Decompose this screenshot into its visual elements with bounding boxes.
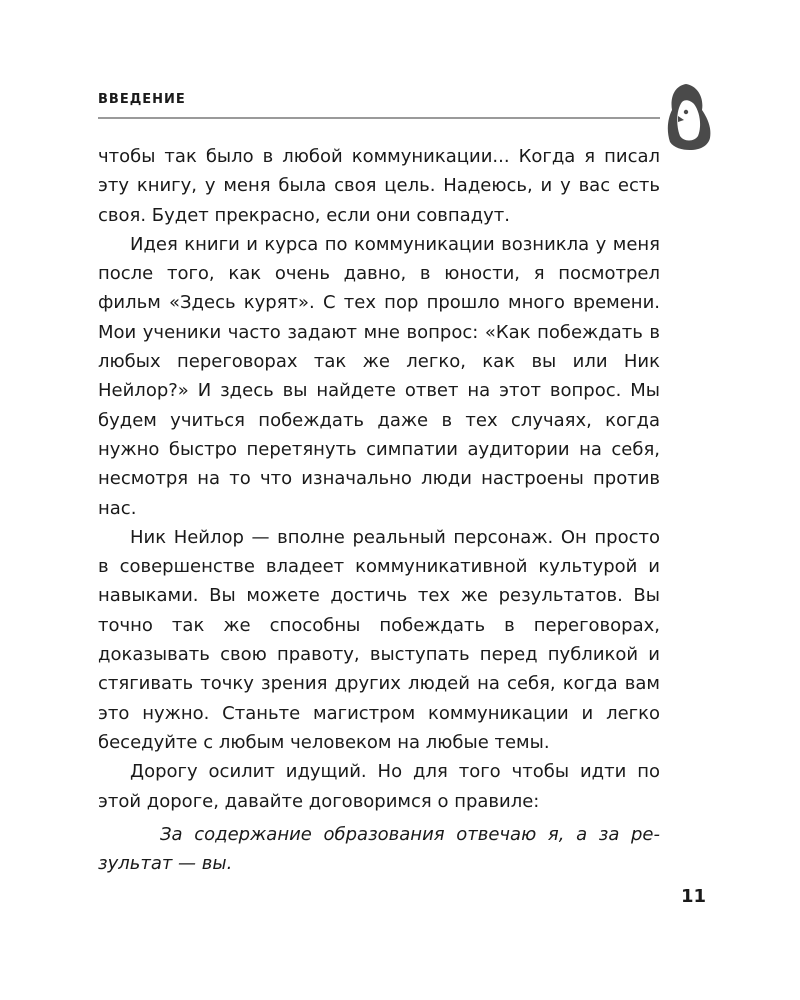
running-head: ВВЕДЕНИЕ — [98, 92, 186, 107]
header-rule — [98, 117, 660, 119]
penguin-silhouette-icon — [664, 82, 712, 152]
paragraph: чтобы так было в любой коммуникации... Когда я писал эту книгу, у меня была своя цель. Надеюсь, и у вас есть своя. Будет прекрасно, если они совпадут. — [98, 146, 660, 226]
page-number: 11 — [680, 886, 706, 907]
italic-quote: За содержание образования отвечаю я, а за результат — вы. — [98, 824, 660, 875]
paragraph: Ник Нейлор — вполне реальный персонаж. Он просто в совершенстве владеет коммуникативной культурой и навыками. Вы можете достичь тех же результатов. Вы точно так же способны побеждать в переговорах, доказывать свою правоту, выступать перед публикой и стягивать точку зрения других людей на себя, когда вам это нужно. Станьте магистром коммуникации и легко беседуйте с любым человеком на любые темы. — [98, 526, 660, 753]
paragraph: Идея книги и курса по коммуникации возникла у меня после того, как очень давно, в юности, я посмотрел фильм «Здесь курят». С тех пор прошло много времени. Мои ученики часто задают мне вопрос: «Как побеждать в любых переговорах так же легко, как вы или Ник Нейлор?» И здесь вы найдете ответ на этот вопрос. Мы будем учиться побеждать даже в тех случаях, когда нужно быстро перетянуть симпатии аудитории на себя, несмотря на то что изначально люди настроены против нас. — [98, 233, 660, 519]
paragraph: Дорогу осилит идущий. Но для того чтобы идти по этой дороге, давайте договоримся о правиле: — [98, 761, 660, 812]
body-text — [98, 142, 660, 816]
